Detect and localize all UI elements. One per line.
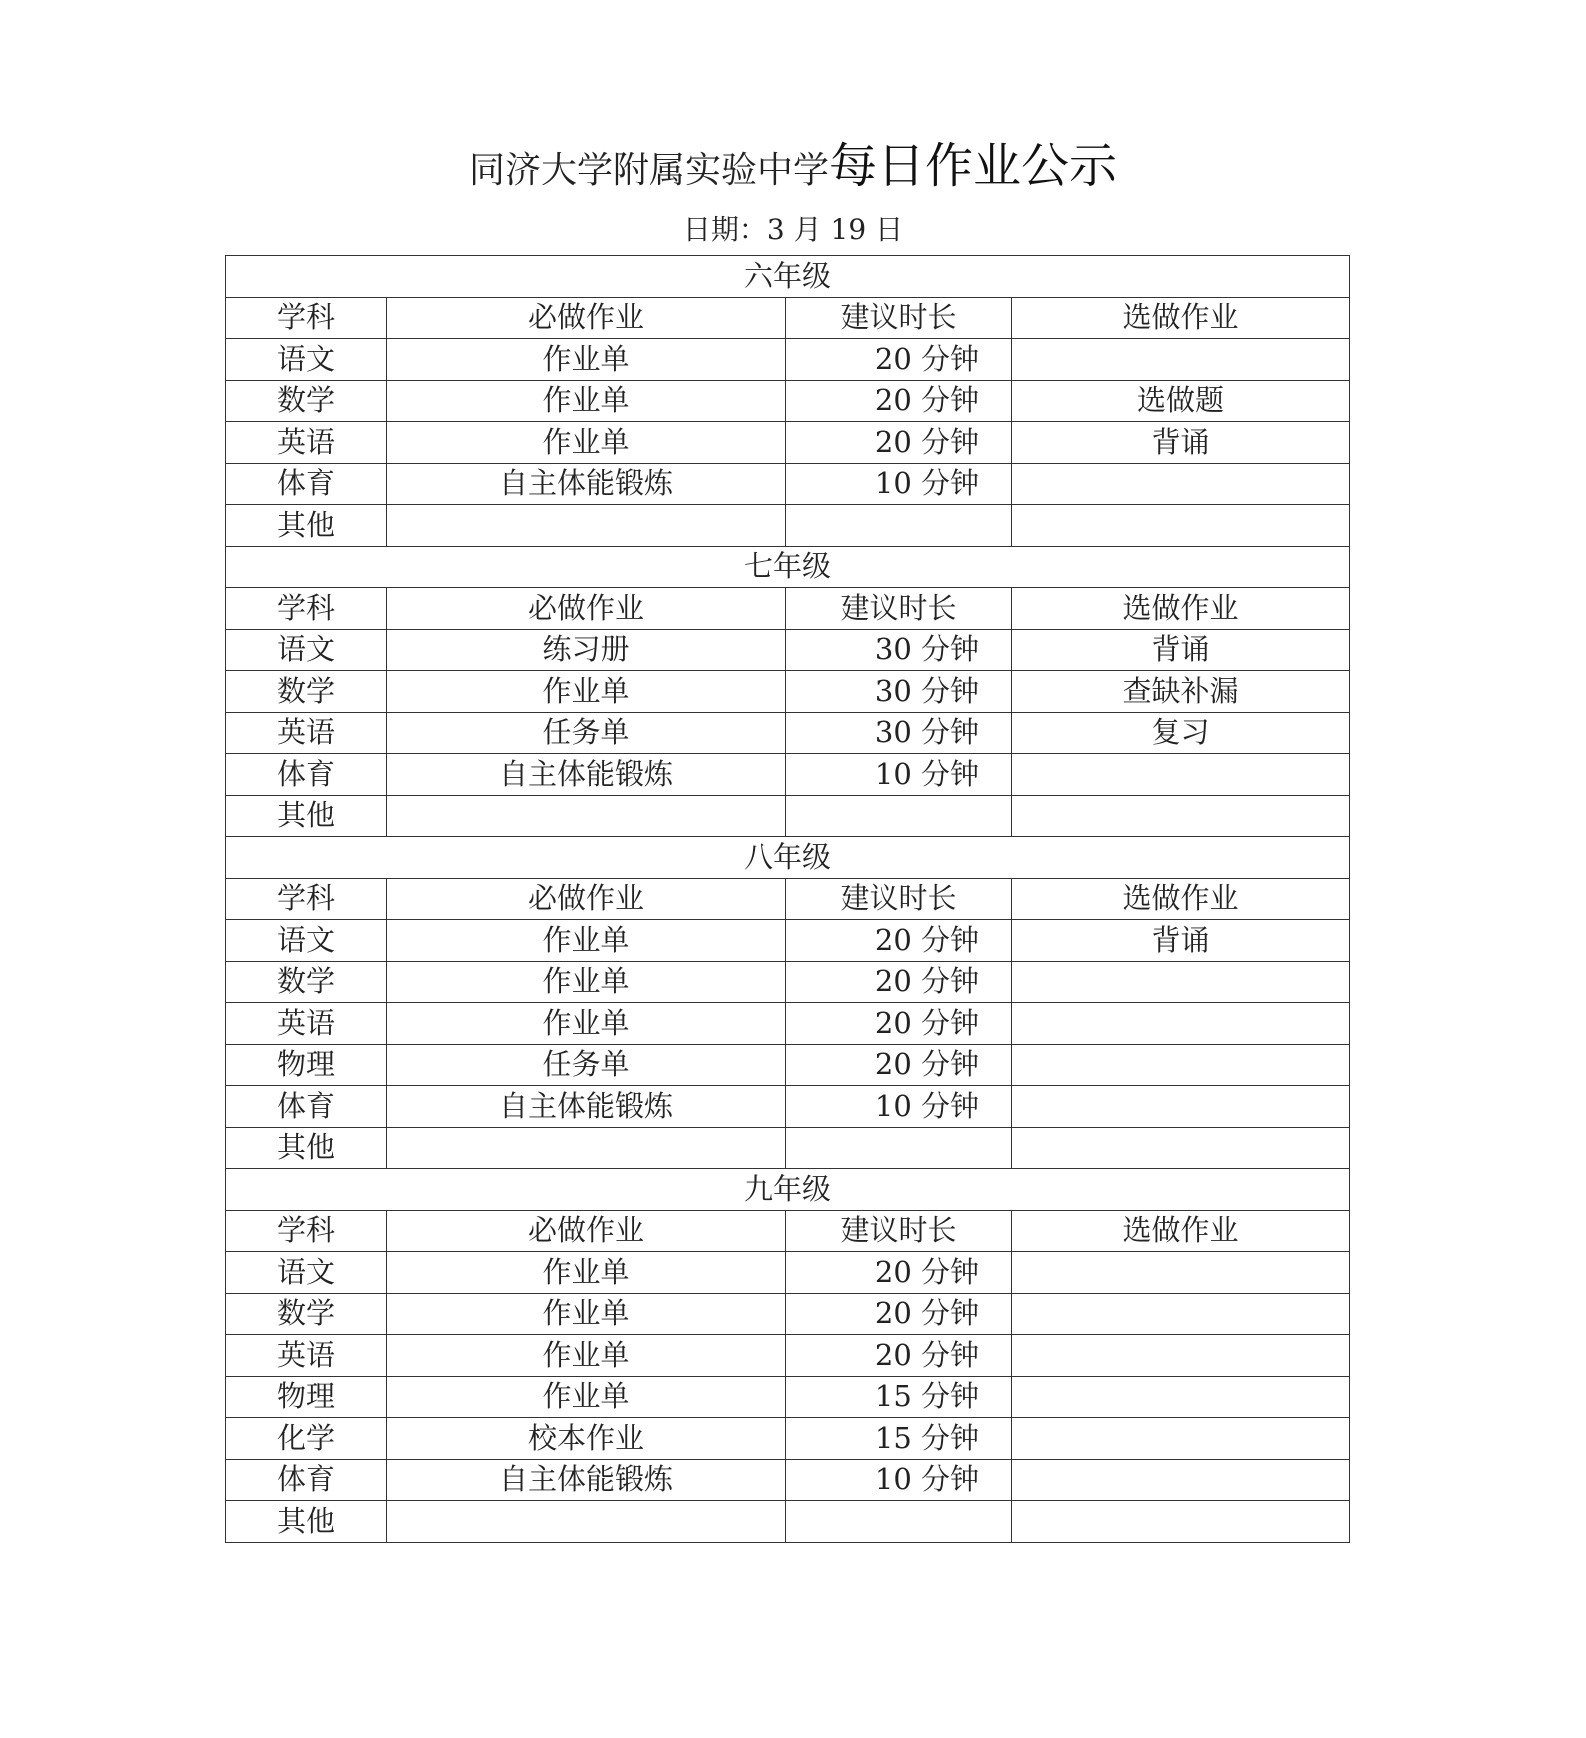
- optional-homework-cell: [1012, 463, 1350, 505]
- required-homework-cell: 练习册: [387, 629, 786, 671]
- optional-homework-cell: 选做题: [1012, 380, 1350, 422]
- header-duration: 建议时长: [786, 878, 1012, 920]
- optional-homework-cell: 背诵: [1012, 920, 1350, 962]
- header-required: 必做作业: [387, 878, 786, 920]
- duration-cell: 30 分钟: [786, 629, 1012, 671]
- optional-homework-cell: [1012, 1086, 1350, 1128]
- required-homework-cell: 自主体能锻炼: [387, 1086, 786, 1128]
- duration-cell: 20 分钟: [786, 339, 1012, 381]
- required-homework-cell: 自主体能锻炼: [387, 463, 786, 505]
- duration-cell: 10 分钟: [786, 1086, 1012, 1128]
- homework-table: [225, 255, 1350, 1543]
- header-optional: 选做作业: [1012, 297, 1350, 339]
- table-row: [226, 1293, 1350, 1335]
- required-homework-cell: [387, 1127, 786, 1169]
- duration-cell: 30 分钟: [786, 712, 1012, 754]
- duration-cell: 15 分钟: [786, 1418, 1012, 1460]
- subject-cell: 语文: [226, 1252, 387, 1294]
- table-row: [226, 754, 1350, 796]
- subject-cell: 语文: [226, 920, 387, 962]
- duration-cell: 20 分钟: [786, 1335, 1012, 1377]
- required-homework-cell: 作业单: [387, 671, 786, 713]
- grade-name: 七年级: [226, 546, 1350, 588]
- table-row: [226, 1376, 1350, 1418]
- duration-cell: 20 分钟: [786, 961, 1012, 1003]
- duration-cell: 10 分钟: [786, 754, 1012, 796]
- table-row: [226, 1003, 1350, 1045]
- header-optional: 选做作业: [1012, 878, 1350, 920]
- duration-cell: 20 分钟: [786, 1044, 1012, 1086]
- subject-cell: 物理: [226, 1376, 387, 1418]
- required-homework-cell: 自主体能锻炼: [387, 754, 786, 796]
- header-duration: 建议时长: [786, 1210, 1012, 1252]
- optional-homework-cell: [1012, 1501, 1350, 1543]
- column-header-row: [226, 297, 1350, 339]
- grade-header-row: [226, 256, 1350, 298]
- optional-homework-cell: [1012, 1127, 1350, 1169]
- duration-cell: [786, 505, 1012, 547]
- required-homework-cell: 作业单: [387, 380, 786, 422]
- subject-cell: 英语: [226, 422, 387, 464]
- duration-cell: 20 分钟: [786, 422, 1012, 464]
- header-required: 必做作业: [387, 588, 786, 630]
- duration-cell: 15 分钟: [786, 1376, 1012, 1418]
- subject-cell: 英语: [226, 712, 387, 754]
- required-homework-cell: 作业单: [387, 961, 786, 1003]
- optional-homework-cell: [1012, 505, 1350, 547]
- subject-cell: 数学: [226, 380, 387, 422]
- header-duration: 建议时长: [786, 588, 1012, 630]
- school-name: 同济大学附属实验中学: [468, 150, 829, 191]
- table-row: [226, 380, 1350, 422]
- required-homework-cell: 作业单: [387, 422, 786, 464]
- optional-homework-cell: [1012, 1293, 1350, 1335]
- optional-homework-cell: [1012, 754, 1350, 796]
- table-row: [226, 629, 1350, 671]
- table-row: [226, 339, 1350, 381]
- table-row: [226, 1335, 1350, 1377]
- optional-homework-cell: [1012, 1376, 1350, 1418]
- required-homework-cell: 作业单: [387, 1003, 786, 1045]
- duration-cell: 20 分钟: [786, 1252, 1012, 1294]
- header-optional: 选做作业: [1012, 1210, 1350, 1252]
- header-duration: 建议时长: [786, 297, 1012, 339]
- table-row: [226, 463, 1350, 505]
- duration-cell: 20 分钟: [786, 1293, 1012, 1335]
- duration-cell: [786, 795, 1012, 837]
- required-homework-cell: 作业单: [387, 1335, 786, 1377]
- grade-name: 六年级: [226, 256, 1350, 298]
- table-row: [226, 1127, 1350, 1169]
- optional-homework-cell: [1012, 961, 1350, 1003]
- optional-homework-cell: [1012, 1003, 1350, 1045]
- optional-homework-cell: [1012, 1335, 1350, 1377]
- subject-cell: 其他: [226, 1501, 387, 1543]
- header-subject: 学科: [226, 588, 387, 630]
- table-row: [226, 671, 1350, 713]
- duration-cell: 10 分钟: [786, 463, 1012, 505]
- optional-homework-cell: 复习: [1012, 712, 1350, 754]
- duration-cell: [786, 1127, 1012, 1169]
- table-row: [226, 795, 1350, 837]
- table-row: [226, 1252, 1350, 1294]
- notice-title: 每日作业公示: [829, 138, 1118, 194]
- subject-cell: 语文: [226, 339, 387, 381]
- required-homework-cell: [387, 505, 786, 547]
- optional-homework-cell: [1012, 1459, 1350, 1501]
- header-subject: 学科: [226, 878, 387, 920]
- subject-cell: 数学: [226, 961, 387, 1003]
- grade-header-row: [226, 1169, 1350, 1211]
- header-optional: 选做作业: [1012, 588, 1350, 630]
- duration-cell: 20 分钟: [786, 1003, 1012, 1045]
- subject-cell: 体育: [226, 463, 387, 505]
- subject-cell: 数学: [226, 1293, 387, 1335]
- optional-homework-cell: [1012, 1252, 1350, 1294]
- required-homework-cell: 作业单: [387, 1293, 786, 1335]
- required-homework-cell: 自主体能锻炼: [387, 1459, 786, 1501]
- subject-cell: 其他: [226, 505, 387, 547]
- required-homework-cell: 任务单: [387, 1044, 786, 1086]
- optional-homework-cell: [1012, 795, 1350, 837]
- optional-homework-cell: [1012, 1418, 1350, 1460]
- duration-cell: 30 分钟: [786, 671, 1012, 713]
- subject-cell: 英语: [226, 1335, 387, 1377]
- table-row: [226, 1501, 1350, 1543]
- required-homework-cell: 任务单: [387, 712, 786, 754]
- subject-cell: 其他: [226, 795, 387, 837]
- required-homework-cell: [387, 1501, 786, 1543]
- duration-cell: 20 分钟: [786, 920, 1012, 962]
- duration-cell: [786, 1501, 1012, 1543]
- column-header-row: [226, 1210, 1350, 1252]
- table-row: [226, 422, 1350, 464]
- required-homework-cell: 作业单: [387, 339, 786, 381]
- header-required: 必做作业: [387, 297, 786, 339]
- subject-cell: 语文: [226, 629, 387, 671]
- table-row: [226, 1086, 1350, 1128]
- required-homework-cell: 校本作业: [387, 1418, 786, 1460]
- duration-cell: 20 分钟: [786, 380, 1012, 422]
- table-row: [226, 961, 1350, 1003]
- required-homework-cell: 作业单: [387, 1376, 786, 1418]
- grade-header-row: [226, 837, 1350, 879]
- column-header-row: [226, 588, 1350, 630]
- header-subject: 学科: [226, 297, 387, 339]
- subject-cell: 物理: [226, 1044, 387, 1086]
- optional-homework-cell: 查缺补漏: [1012, 671, 1350, 713]
- header-required: 必做作业: [387, 1210, 786, 1252]
- notice-date: 日期：3 月 19 日: [682, 213, 904, 246]
- subject-cell: 体育: [226, 754, 387, 796]
- subject-cell: 体育: [226, 1459, 387, 1501]
- page-title: [0, 138, 1586, 194]
- required-homework-cell: [387, 795, 786, 837]
- subject-cell: 化学: [226, 1418, 387, 1460]
- grade-header-row: [226, 546, 1350, 588]
- optional-homework-cell: [1012, 339, 1350, 381]
- subject-cell: 体育: [226, 1086, 387, 1128]
- optional-homework-cell: 背诵: [1012, 422, 1350, 464]
- table-row: [226, 1459, 1350, 1501]
- optional-homework-cell: 背诵: [1012, 629, 1350, 671]
- subject-cell: 英语: [226, 1003, 387, 1045]
- table-row: [226, 1418, 1350, 1460]
- table-row: [226, 1044, 1350, 1086]
- column-header-row: [226, 878, 1350, 920]
- subject-cell: 数学: [226, 671, 387, 713]
- duration-cell: 10 分钟: [786, 1459, 1012, 1501]
- table-row: [226, 712, 1350, 754]
- optional-homework-cell: [1012, 1044, 1350, 1086]
- header-subject: 学科: [226, 1210, 387, 1252]
- homework-table-body: [226, 256, 1350, 1543]
- grade-name: 九年级: [226, 1169, 1350, 1211]
- required-homework-cell: 作业单: [387, 920, 786, 962]
- grade-name: 八年级: [226, 837, 1350, 879]
- table-row: [226, 920, 1350, 962]
- table-row: [226, 505, 1350, 547]
- subject-cell: 其他: [226, 1127, 387, 1169]
- required-homework-cell: 作业单: [387, 1252, 786, 1294]
